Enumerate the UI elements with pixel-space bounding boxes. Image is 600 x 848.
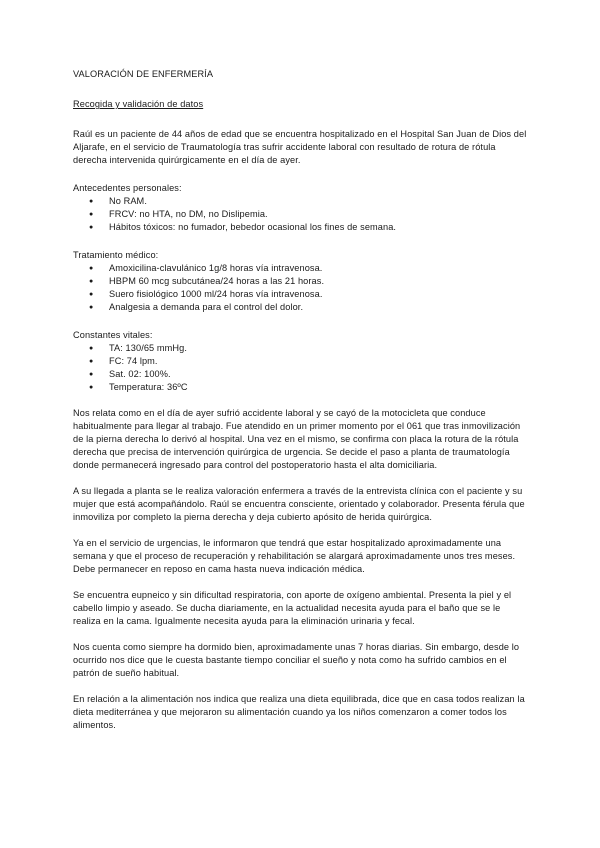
tratamiento-list <box>73 262 530 314</box>
bullet-icon: ● <box>89 198 94 205</box>
list-item-text: FRCV: no HTA, no DM, no Dislipemia. <box>109 209 268 219</box>
list-item-text: TA: 130/65 mmHg. <box>109 343 188 353</box>
list-item <box>73 208 530 221</box>
list-item-text: Suero fisiológico 1000 ml/24 horas vía intravenosa. <box>109 289 323 299</box>
list-item <box>73 221 530 234</box>
intro-paragraph: Raúl es un paciente de 44 años de edad que se encuentra hospitalizado en el Hospital San Juan de Dios del Aljarafe, en el servicio de Traumatología tras sufrir accidente laboral con resultado de rotura de rótula derecha intervenida quirúrgicamente en el día de ayer. <box>73 129 527 165</box>
bullet-icon: ● <box>89 265 94 272</box>
constantes-heading: Constantes vitales: <box>73 330 153 340</box>
list-item-text: Sat. 02: 100%. <box>109 369 171 379</box>
body-paragraph: Se encuentra eupneico y sin dificultad respiratoria, con aporte de oxígeno ambiental. Presenta la piel y el cabello limpio y aseado. Se ducha diariamente, en la actualidad necesita ayuda para el baño que se le realiza en la cama. Igualmente necesita ayuda para la eliminación urinaria y fecal. <box>73 590 512 626</box>
body-paragraph: Nos cuenta como siempre ha dormido bien, aproximadamente unas 7 horas diarias. Sin embargo, desde lo ocurrido nos dice que le cuesta bastante tiempo conciliar el sueño y nota como ha sufrido cambios en el patrón de sueño habitual. <box>73 642 520 678</box>
constantes-list <box>73 342 530 394</box>
body-paragraph: En relación a la alimentación nos indica que realiza una dieta equilibrada, dice que en casa todos realizan la dieta mediterránea y que mejoraron su alimentación cuando ya los niños comenzaron a comer todos los alimentos. <box>73 694 525 730</box>
list-item-text: Temperatura: 36ºC <box>109 382 188 392</box>
list-item-text: HBPM 60 mcg subcutánea/24 horas a las 21 horas. <box>109 276 325 286</box>
list-item <box>73 301 530 314</box>
bullet-icon: ● <box>89 211 94 218</box>
section-subtitle: Recogida y validación de datos <box>73 99 204 109</box>
bullet-icon: ● <box>89 345 94 352</box>
list-item <box>73 368 530 381</box>
bullet-icon: ● <box>89 304 94 311</box>
body-paragraph: Nos relata como en el día de ayer sufrió accidente laboral y se cayó de la motocicleta que conduce habitualmente para llegar al trabajo. Fue atendido en un primer momento por el 061 que tras inmovilización de la pierna derecha lo derivó al hospital. Una vez en el mismo, se confirma con placa la rotura de la rótula derecha que precisa de intervención quirúrgica de urgencia. Se decide el paso a planta de traumatología donde permanecerá ingresado para control del postoperatorio hasta el alta domiciliaria. <box>73 408 521 470</box>
list-item <box>73 381 530 394</box>
list-item <box>73 262 530 275</box>
list-item-text: Hábitos tóxicos: no fumador, bebedor ocasional los fines de semana. <box>109 222 397 232</box>
bullet-icon: ● <box>89 371 94 378</box>
list-item <box>73 275 530 288</box>
antecedentes-heading: Antecedentes personales: <box>73 183 182 193</box>
bullet-icon: ● <box>89 291 94 298</box>
antecedentes-list <box>73 195 530 234</box>
list-item <box>73 195 530 208</box>
page-title: VALORACIÓN DE ENFERMERÍA <box>73 69 214 79</box>
body-paragraph: A su llegada a planta se le realiza valoración enfermera a través de la entrevista clínica con el paciente y su mujer que está acompañándolo. Raúl se encuentra consciente, orientado y colaborador. Presenta férula que inmoviliza por completo la pierna derecha y deja cubierto apósito de herida quirúrgica. <box>73 486 525 522</box>
list-item <box>73 288 530 301</box>
bullet-icon: ● <box>89 278 94 285</box>
bullet-icon: ● <box>89 384 94 391</box>
list-item-text: FC: 74 lpm. <box>109 356 158 366</box>
list-item <box>73 355 530 368</box>
bullet-icon: ● <box>89 224 94 231</box>
tratamiento-heading: Tratamiento médico: <box>73 250 159 260</box>
list-item-text: Analgesia a demanda para el control del dolor. <box>109 302 304 312</box>
body-paragraph: Ya en el servicio de urgencias, le informaron que tendrá que estar hospitalizado aproximadamente una semana y que el proceso de recuperación y rehabilitación se alargará aproximadamente unos tres meses. Debe permanecer en reposo en cama hasta nueva indicación médica. <box>73 538 516 574</box>
list-item-text: No RAM. <box>109 196 147 206</box>
list-item <box>73 342 530 355</box>
bullet-icon: ● <box>89 358 94 365</box>
list-item-text: Amoxicilina-clavulánico 1g/8 horas vía intravenosa. <box>109 263 323 273</box>
